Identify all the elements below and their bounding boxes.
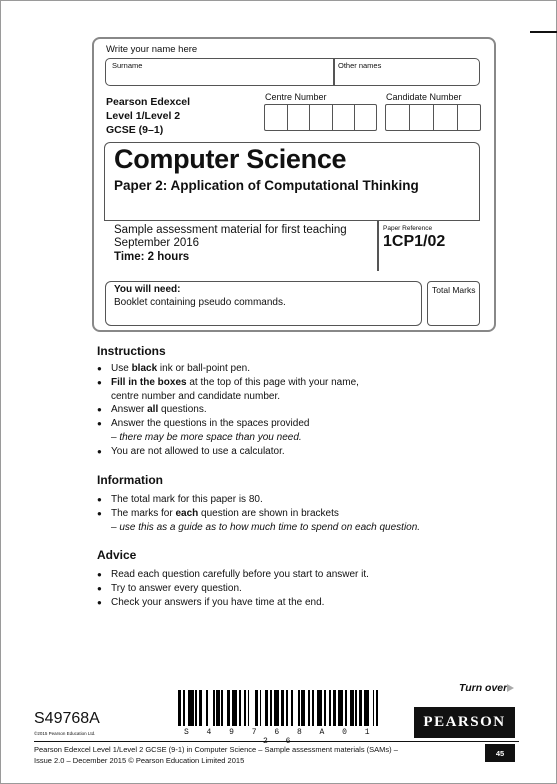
information-heading: Information bbox=[97, 473, 163, 487]
barcode-bar bbox=[378, 690, 381, 726]
item-text: ink or ball-point pen. bbox=[157, 363, 250, 374]
digit-box bbox=[458, 105, 479, 130]
board-qualification: GCSE (9–1) bbox=[106, 124, 164, 136]
paper-code: S49768A bbox=[34, 710, 100, 727]
list-item bbox=[97, 445, 387, 459]
you-will-need-heading: You will need: bbox=[114, 284, 181, 295]
other-names-field-label: Other names bbox=[338, 61, 382, 70]
sample-divider bbox=[377, 221, 379, 271]
list-item bbox=[97, 507, 427, 535]
item-text: Try to answer every question. bbox=[111, 582, 242, 594]
item-text: Answer bbox=[111, 404, 148, 416]
advice-list bbox=[97, 568, 427, 609]
list-item bbox=[97, 493, 427, 507]
item-note: – use this as a guide as to how much time to spend on each question. bbox=[111, 521, 421, 533]
paper-title: Computer Science bbox=[114, 144, 347, 174]
emphasis-text: black bbox=[131, 363, 158, 374]
item-text: Answer the questions in the spaces provided bbox=[111, 418, 310, 430]
emphasis-text: Fill in the boxes bbox=[111, 376, 187, 388]
digit-box bbox=[434, 105, 458, 130]
list-item bbox=[97, 582, 427, 596]
list-item bbox=[97, 403, 387, 417]
item-text: The total mark for this paper is 80. bbox=[111, 494, 263, 505]
footer-line: Pearson Edexcel Level 1/Level 2 GCSE (9-1) in Computer Science – Sample assessment materials (SAMs) – bbox=[34, 745, 398, 754]
item-text: question are shown in brackets bbox=[198, 507, 339, 519]
item-text: questions. bbox=[158, 404, 207, 416]
digit-box bbox=[386, 105, 410, 130]
digit-box bbox=[310, 105, 333, 130]
copyright-small: ©2015 Pearson Education Ltd. bbox=[34, 731, 96, 736]
exam-board bbox=[106, 95, 190, 137]
footer-line: Issue 2.0 – December 2015 © Pearson Education Limited 2015 bbox=[34, 755, 245, 765]
digit-box bbox=[288, 105, 311, 130]
digit-box bbox=[265, 105, 288, 130]
information-list bbox=[97, 493, 427, 534]
you-will-need-text: Booklet containing pseudo commands. bbox=[114, 297, 286, 308]
item-text: Use bbox=[111, 363, 132, 374]
names-field bbox=[105, 58, 480, 86]
digit-box bbox=[333, 105, 356, 130]
candidate-number-label: Candidate Number bbox=[386, 92, 462, 102]
turn-over-label: Turn over bbox=[459, 682, 508, 694]
instructions-heading: Instructions bbox=[97, 344, 166, 358]
sample-line: Sample assessment material for first teaching bbox=[114, 224, 347, 236]
list-item bbox=[97, 596, 427, 610]
board-name: Pearson Edexcel bbox=[106, 96, 191, 108]
candidate-number-boxes bbox=[385, 104, 481, 131]
advice-heading: Advice bbox=[97, 548, 137, 562]
page-number: 45 bbox=[485, 744, 515, 762]
time-allowed: Time: 2 hours bbox=[114, 251, 190, 263]
sample-line: September 2016 bbox=[114, 237, 200, 249]
turn-over-arrow-icon bbox=[507, 684, 514, 692]
write-name-label: Write your name here bbox=[106, 44, 198, 55]
emphasis-text: all bbox=[147, 404, 159, 416]
list-item bbox=[97, 376, 387, 404]
list-item bbox=[97, 568, 427, 582]
list-item bbox=[97, 417, 387, 445]
barcode bbox=[178, 690, 382, 726]
item-text: You are not allowed to use a calculator. bbox=[111, 445, 285, 457]
digit-box bbox=[410, 105, 434, 130]
names-divider bbox=[333, 59, 335, 85]
paper-subtitle: Paper 2: Application of Computational Thinking bbox=[114, 178, 419, 193]
item-note: – there may be more space than you need. bbox=[111, 431, 302, 443]
item-text: Check your answers if you have time at the end. bbox=[111, 596, 325, 608]
paper-reference-label: Paper Reference bbox=[383, 225, 433, 232]
corner-mark bbox=[530, 31, 557, 33]
instructions-list bbox=[97, 362, 387, 459]
pearson-logo: PEARSON bbox=[414, 707, 515, 738]
centre-number-boxes bbox=[264, 104, 377, 131]
digit-box bbox=[355, 105, 375, 130]
footer-rule bbox=[34, 741, 519, 742]
emphasis-text: each bbox=[175, 507, 199, 519]
item-text: at the top of this page with your name, centre number and candidate number. bbox=[111, 376, 359, 402]
item-text: The marks for bbox=[111, 507, 176, 519]
paper-reference: 1CP1/02 bbox=[383, 233, 446, 250]
board-level: Level 1/Level 2 bbox=[106, 110, 181, 122]
list-item bbox=[97, 362, 387, 376]
centre-number-label: Centre Number bbox=[265, 92, 327, 102]
footer-text bbox=[34, 745, 398, 766]
barcode-digits: S 4 9 7 6 8 A 0 1 bbox=[183, 728, 377, 737]
total-marks-label: Total Marks bbox=[432, 285, 476, 295]
sample-assessment-text bbox=[114, 224, 347, 250]
surname-field-label: Surname bbox=[112, 61, 143, 70]
item-text: Read each question carefully before you start to answer it. bbox=[111, 569, 369, 580]
